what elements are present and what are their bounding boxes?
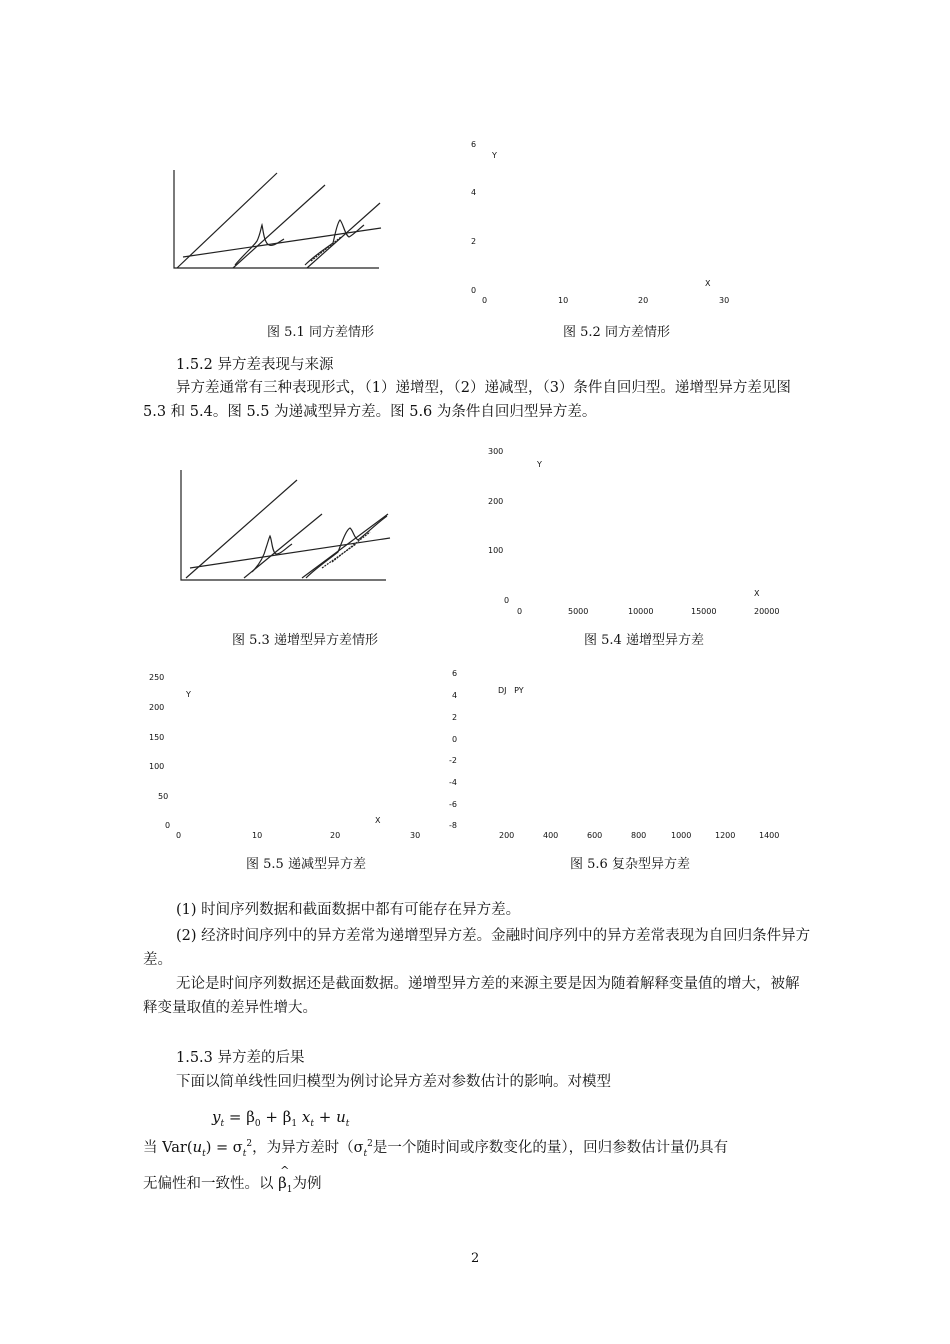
fig-5-4-ytick: 300 — [488, 447, 504, 456]
fig-5-5-xlabel: X — [375, 816, 381, 825]
fig-5-4-ylabel: Y — [537, 460, 542, 469]
fig-5-6-ylabel: DJ PY — [498, 686, 524, 695]
fig-5-5-ytick: 0 — [165, 821, 171, 830]
fig-5-5-ytick: 50 — [158, 792, 169, 801]
fig-5-2-ytick: 0 — [471, 286, 477, 295]
line-mid-2: 是一个随时间或序数变化的量），回归参数估计量仍具有 — [372, 1140, 729, 1156]
section-1-5-3-heading: 1.5.3 异方差的后果 — [176, 1050, 305, 1066]
figure-5-1-caption: 图 5.1 同方差情形 — [267, 325, 374, 340]
fig-5-2-ylabel: Y — [492, 151, 497, 160]
fig-5-5-ytick: 150 — [149, 733, 165, 742]
fig-5-5-ylabel: Y — [186, 690, 191, 699]
line-mid: ，为异方差时（ — [252, 1140, 354, 1156]
fig-5-5-xtick: 30 — [410, 831, 421, 840]
fig-5-2-ytick: 2 — [471, 237, 477, 246]
regression-model-equation: $y_t = \beta_0 + \beta_1$ $x_t + u_t$ — [212, 1108, 350, 1129]
section-1-5-3-paragraph: 下面以简单线性回归模型为例讨论异方差对参数估计的影响。对模型 — [176, 1074, 611, 1090]
figure-5-3-diagram — [172, 468, 397, 583]
fig-5-5-xtick: 0 — [176, 831, 182, 840]
figure-5-3-caption: 图 5.3 递增型异方差情形 — [232, 633, 378, 648]
fig-5-2-xlabel: X — [705, 279, 711, 288]
fig-5-6-xtick: 1200 — [715, 831, 736, 840]
section-1-5-2-paragraph: 异方差通常有三种表现形式，（1）递增型，（2）递减型，（3）条件自回归型。递增型异方差见图 5.3 和 5.4。图 5.5 为递减型异方差。图 5.6 为条件自回归型异方差。 — [143, 380, 791, 420]
figure-5-1-diagram — [165, 165, 390, 275]
fig-5-6-ytick: 0 — [452, 735, 458, 744]
figure-5-6-caption: 图 5.6 复杂型异方差 — [570, 857, 690, 872]
fig-5-4-xtick: 15000 — [691, 607, 717, 616]
fig-5-6-ytick: -8 — [449, 821, 457, 830]
page-number: 2 — [471, 1251, 480, 1266]
fig-5-6-xtick: 1000 — [671, 831, 692, 840]
fig-5-4-xtick: 10000 — [628, 607, 654, 616]
figure-5-4-caption: 图 5.4 递增型异方差 — [584, 633, 704, 648]
fig-5-4-ytick: 200 — [488, 497, 504, 506]
unbiasedness-line — [143, 1164, 322, 1195]
fig-5-6-xtick: 600 — [587, 831, 603, 840]
section-1-5-2-paragraph-2: 无论是时间序列数据还是截面数据。递增型异方差的来源主要是因为随着解释变量值的增大，被解释变量取值的差异性增大。 — [143, 976, 800, 1016]
fig-5-6-xtick: 1400 — [759, 831, 780, 840]
fig-5-6-ytick: 2 — [452, 713, 458, 722]
line-2: 无偏性和一致性。以 — [143, 1176, 274, 1192]
fig-5-5-xtick: 20 — [330, 831, 341, 840]
section-1-5-2-heading: 1.5.2 异方差表现与来源 — [176, 357, 334, 373]
fig-5-4-xlabel: X — [754, 589, 760, 598]
fig-5-4-xtick: 0 — [517, 607, 523, 616]
list-item-2: (2) 经济时间序列中的异方差常为递增型异方差。金融时间序列中的异方差常表现为自回归条件异方差。 — [143, 928, 811, 968]
fig-5-4-xtick: 5000 — [568, 607, 589, 616]
fig-5-6-ytick: -2 — [449, 756, 457, 765]
figure-5-2-caption: 图 5.2 同方差情形 — [563, 325, 670, 340]
fig-5-2-ytick: 6 — [471, 140, 477, 149]
fig-5-2-xtick: 0 — [482, 296, 488, 305]
line-2-end: 为例 — [292, 1176, 322, 1192]
fig-5-5-xtick: 10 — [252, 831, 263, 840]
fig-5-4-ytick: 0 — [504, 596, 510, 605]
fig-5-2-xtick: 10 — [558, 296, 569, 305]
fig-5-2-ytick: 4 — [471, 188, 477, 197]
fig-5-2-xtick: 20 — [638, 296, 649, 305]
fig-5-5-ytick: 200 — [149, 703, 165, 712]
fig-5-5-ytick: 100 — [149, 762, 165, 771]
fig-5-5-ytick: 250 — [149, 673, 165, 682]
fig-5-6-ytick: 4 — [452, 691, 458, 700]
fig-5-6-xtick: 400 — [543, 831, 559, 840]
fig-5-6-ytick: 6 — [452, 669, 458, 678]
fig-5-6-xtick: 800 — [631, 831, 647, 840]
list-item-1: (1) 时间序列数据和截面数据中都有可能存在异方差。 — [176, 902, 521, 918]
variance-condition-line: 当 $Var(u_t) = \sigma_t^2$，为异方差时（$\sigma_t^2$是一个随时间或序数变化的量），回归参数估计量仍具有 — [143, 1138, 729, 1159]
fig-5-6-ytick: -6 — [449, 800, 457, 809]
beta-hat-1: β ^ $_1$ — [278, 1164, 293, 1195]
fig-5-4-xtick: 20000 — [754, 607, 780, 616]
fig-5-6-xtick: 200 — [499, 831, 515, 840]
fig-5-4-ytick: 100 — [488, 546, 504, 555]
line-prefix: 当 Var( — [143, 1140, 193, 1156]
figure-5-5-caption: 图 5.5 递减型异方差 — [246, 857, 366, 872]
fig-5-2-xtick: 30 — [719, 296, 730, 305]
fig-5-6-ytick: -4 — [449, 778, 457, 787]
